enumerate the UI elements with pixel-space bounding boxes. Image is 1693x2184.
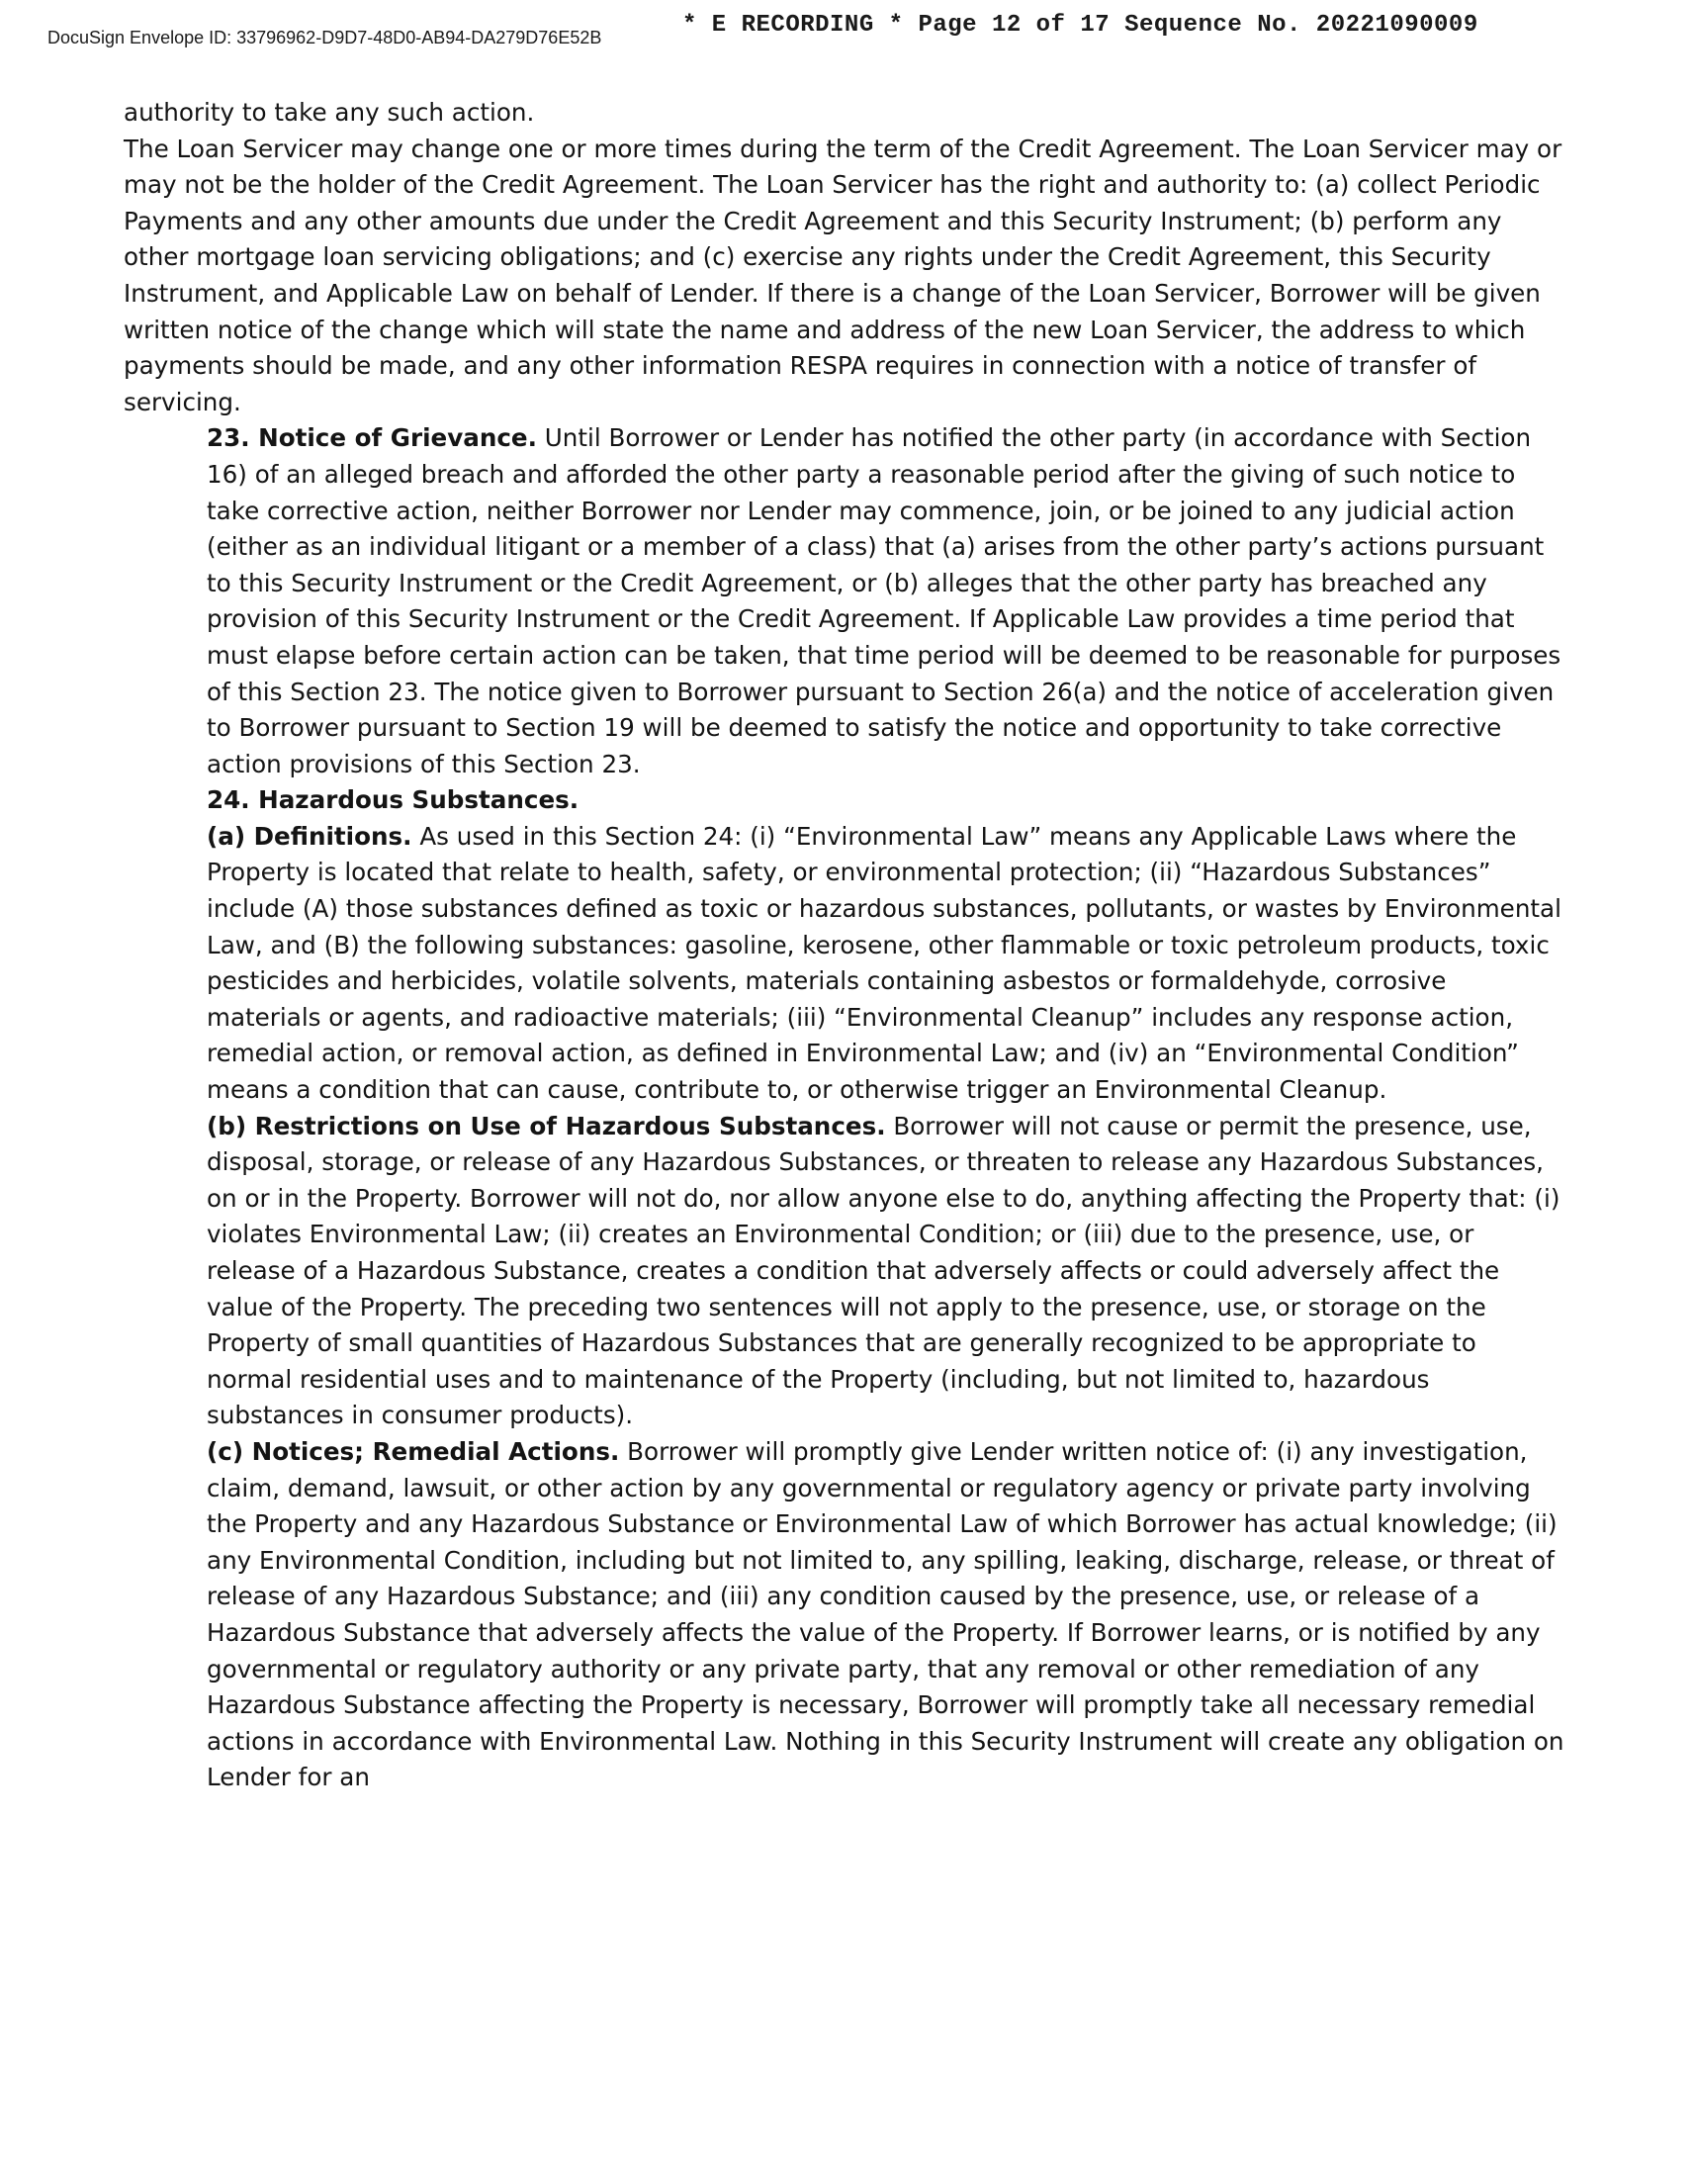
- section-24c-text: Borrower will promptly give Lender written notice of: (i) any investigation, claim, demand, lawsuit, or other action by any governmental or regulatory agency or private party involving the Property and any Hazardous Substance or Environmental Law of which Borrower has actual knowledge; (ii) any Environmental Condition, including but not limited to, any spilling, leaking, discharge, release, or threat of release of any Hazardous Substance; and (iii) any condition caused by the presence, use, or release of a Hazardous Substance that adversely affects the value of the Property. If Borrower learns, or is notified by any governmental or regulatory authority or any private party, that any removal or other remediation of any Hazardous Substance affecting the Property is necessary, Borrower will promptly take all necessary remedial actions in accordance with Environmental Law. Nothing in this Security Instrument will create any obligation on Lender for an: [207, 1436, 1564, 1792]
- section-23-text: Until Borrower or Lender has notified the other party (in accordance with Section 16) of an alleged breach and afforded the other party a reasonable period after the giving of such notice to take corrective action, neither Borrower nor Lender may commence, join, or be joined to any judicial action (either as an individual litigant or a member of a class) that (a) arises from the other party’s actions pursuant to this Security Instrument or the Credit Agreement, or (b) alleges that the other party has breached any provision of this Security Instrument or the Credit Agreement. If Applicable Law provides a time period that must elapse before certain action can be taken, that time period will be deemed to be reasonable for purposes of this Section 23. The notice given to Borrower pursuant to Section 26(a) and the notice of acceleration given to Borrower pursuant to Section 19 will be deemed to satisfy the notice and opportunity to take corrective action provisions of this Section 23.: [207, 423, 1561, 778]
- section-24a-heading: (a) Definitions.: [207, 821, 412, 851]
- section-24a-text: As used in this Section 24: (i) “Environmental Law” means any Applicable Laws where the Property is located that relate to health, safety, or environmental protection; (ii) “Hazardous Substances” include (A) those substances defined as toxic or hazardous substances, pollutants, or wastes by Environmental Law, and (B) the following substances: gasoline, kerosene, other flammable or toxic petroleum products, toxic pesticides and herbicides, volatile solvents, materials containing asbestos or formaldehyde, corrosive materials or agents, and radioactive materials; (iii) “Environmental Cleanup” includes any response action, remedial action, or removal action, as defined in Environmental Law; and (iv) an “Environmental Condition” means a condition that can cause, contribute to, or otherwise trigger an Environmental Cleanup.: [207, 821, 1561, 1105]
- section-24c-heading: (c) Notices; Remedial Actions.: [207, 1436, 620, 1466]
- docusign-envelope-id: DocuSign Envelope ID: 33796962-D9D7-48D0-AB94-DA279D76E52B: [47, 28, 602, 47]
- section-23-paragraph: [124, 420, 1567, 782]
- document-body: [124, 95, 1567, 1796]
- section-24a-paragraph: [124, 819, 1567, 1109]
- section-24b-paragraph: [124, 1109, 1567, 1434]
- section-24b-heading: (b) Restrictions on Use of Hazardous Substances.: [207, 1111, 886, 1140]
- section-24c-paragraph: [124, 1434, 1567, 1796]
- loan-servicer-paragraph: The Loan Servicer may change one or more times during the term of the Credit Agreement. The Loan Servicer may or may not be the holder of the Credit Agreement. The Loan Servicer has the right and authority to: (a) collect Periodic Payments and any other amounts due under the Credit Agreement and this Security Instrument; (b) perform any other mortgage loan servicing obligations; and (c) exercise any rights under the Credit Agreement, this Security Instrument, and Applicable Law on behalf of Lender. If there is a change of the Loan Servicer, Borrower will be given written notice of the change which will state the name and address of the new Loan Servicer, the address to which payments should be made, and any other information RESPA requires in connection with a notice of transfer of servicing.: [124, 134, 1562, 416]
- continuation-line: authority to take any such action.: [124, 98, 535, 127]
- section-23-heading: 23. Notice of Grievance.: [207, 423, 537, 453]
- section-24-heading: 24. Hazardous Substances.: [207, 785, 579, 815]
- section-24b-text: Borrower will not cause or permit the presence, use, disposal, storage, or release of any Hazardous Substances, or threaten to release any Hazardous Substances, on or in the Property. Borrower will not do, nor allow anyone else to do, anything affecting the Property that: (i) violates Environmental Law; (ii) creates an Environmental Condition; or (iii) due to the presence, use, or release of a Hazardous Substance, creates a condition that adversely affects or could adversely affect the value of the Property. The preceding two sentences will not apply to the presence, use, or storage on the Property of small quantities of Hazardous Substances that are generally recognized to be appropriate to normal residential uses and to maintenance of the Property (including, but not limited to, hazardous substances in consumer products).: [207, 1111, 1560, 1430]
- recording-stamp: * E RECORDING * Page 12 of 17 Sequence No. 20221090009: [682, 12, 1478, 39]
